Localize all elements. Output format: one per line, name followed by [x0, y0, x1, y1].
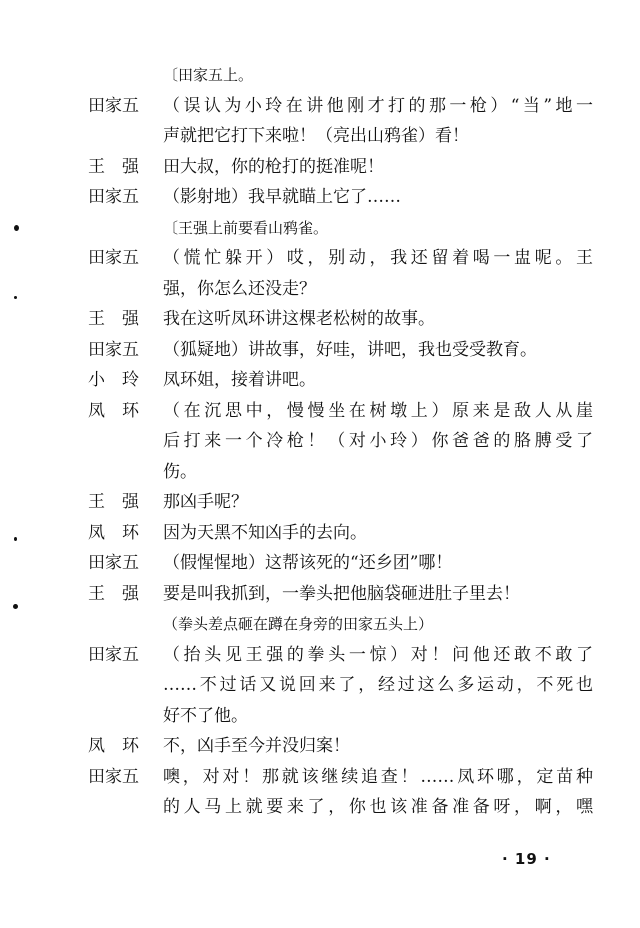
speaker-name: 田家五 [88, 766, 139, 787]
speaker-name: 田家五 [88, 339, 139, 360]
speaker-name: 凤 环 [88, 736, 139, 756]
speaker-name: 凤 环 [88, 400, 139, 421]
dialogue-line [0, 487, 640, 518]
stage-direction: 〔田家五上。 [163, 66, 254, 84]
speaker-name: 田家五 [88, 644, 139, 665]
dialogue-text: （慌忙躲开）哎，别动，我还留着喝一盅呢。王 [163, 248, 593, 268]
continuation-line [0, 213, 640, 244]
dialogue-text: 后打来一个冷枪！（对小玲）你爸爸的胳膊受了 [163, 431, 593, 451]
dialogue-text: （误认为小玲在讲他刚才打的那一枪）“当”地一 [163, 95, 593, 116]
dialogue-text: （狐疑地）讲故事，好哇，讲吧，我也受受教育。 [163, 339, 537, 360]
page-number: · 19 · [502, 850, 551, 868]
dialogue-line [0, 152, 640, 183]
margin-speck [14, 225, 19, 231]
dialogue-text: 强，你怎么还没走？ [163, 278, 316, 299]
speaker-name: 田家五 [88, 95, 139, 116]
dialogue-line [0, 335, 640, 366]
speaker-name: 凤 环 [88, 522, 139, 543]
dialogue-text: 因为天黑不知凶手的去向。 [163, 522, 367, 543]
stage-direction: 〔王强上前要看山鸦雀。 [163, 218, 329, 237]
speaker-name: 王 强 [88, 583, 139, 604]
dialogue-line [0, 396, 640, 427]
continuation-line [0, 457, 640, 488]
dialogue-text: 凤环姐，接着讲吧。 [163, 370, 316, 390]
dialogue-text: 的人马上就要来了，你也该准备准备呀，啊，嘿 [163, 797, 593, 817]
continuation-line [0, 60, 640, 91]
dialogue-line [0, 243, 640, 274]
dialogue-line [0, 518, 640, 549]
dialogue-line [0, 365, 640, 396]
continuation-line [0, 701, 640, 732]
dialogue-text: 好不了他。 [163, 705, 248, 726]
continuation-line [0, 792, 640, 823]
script-body [0, 60, 640, 823]
stage-direction: （拳头差点砸在蹲在身旁的田家五头上） [163, 615, 434, 633]
dialogue-line [0, 640, 640, 671]
continuation-line [0, 609, 640, 640]
dialogue-text: 田大叔，你的枪打的挺准呢！ [163, 156, 384, 177]
margin-speck [14, 537, 17, 541]
dialogue-text: ……不过话又说回来了，经过这么多运动，不死也 [163, 675, 593, 695]
margin-speck [13, 604, 18, 609]
dialogue-text: （抬头见王强的拳头一惊）对！问他还敢不敢了 [163, 644, 593, 665]
dialogue-text: （假惺惺地）这帮该死的“还乡团”哪！ [163, 553, 453, 573]
dialogue-line [0, 548, 640, 579]
continuation-line [0, 670, 640, 701]
dialogue-line [0, 579, 640, 610]
speaker-name: 田家五 [88, 187, 139, 207]
speaker-name: 王 强 [88, 309, 139, 329]
dialogue-text: （影射地）我早就瞄上它了…… [163, 187, 401, 207]
speaker-name: 王 强 [88, 492, 139, 512]
dialogue-line [0, 304, 640, 335]
dialogue-text: 那凶手呢？ [163, 492, 248, 512]
speaker-name: 田家五 [88, 248, 139, 268]
speaker-name: 小 玲 [88, 370, 139, 390]
margin-speck [14, 296, 17, 299]
dialogue-text: 不，凶手至今并没归案！ [163, 736, 350, 756]
continuation-line [0, 121, 640, 152]
dialogue-line [0, 762, 640, 793]
dialogue-text: （在沉思中，慢慢坐在树墩上）原来是敌人从崖 [163, 400, 593, 421]
dialogue-text: 声就把它打下来啦！（亮出山鸦雀）看！ [163, 126, 469, 146]
dialogue-text: 伤。 [163, 461, 197, 482]
dialogue-text: 我在这听凤环讲这棵老松树的故事。 [163, 309, 435, 329]
dialogue-text: 要是叫我抓到，一拳头把他脑袋砸进肚子里去！ [163, 583, 520, 604]
dialogue-line [0, 182, 640, 213]
speaker-name: 王 强 [88, 156, 139, 177]
continuation-line [0, 426, 640, 457]
continuation-line [0, 274, 640, 305]
speaker-name: 田家五 [88, 553, 139, 573]
dialogue-line [0, 91, 640, 122]
dialogue-text: 噢，对对！那就该继续追查！……凤环哪，定苗种 [163, 766, 593, 787]
dialogue-line [0, 731, 640, 762]
